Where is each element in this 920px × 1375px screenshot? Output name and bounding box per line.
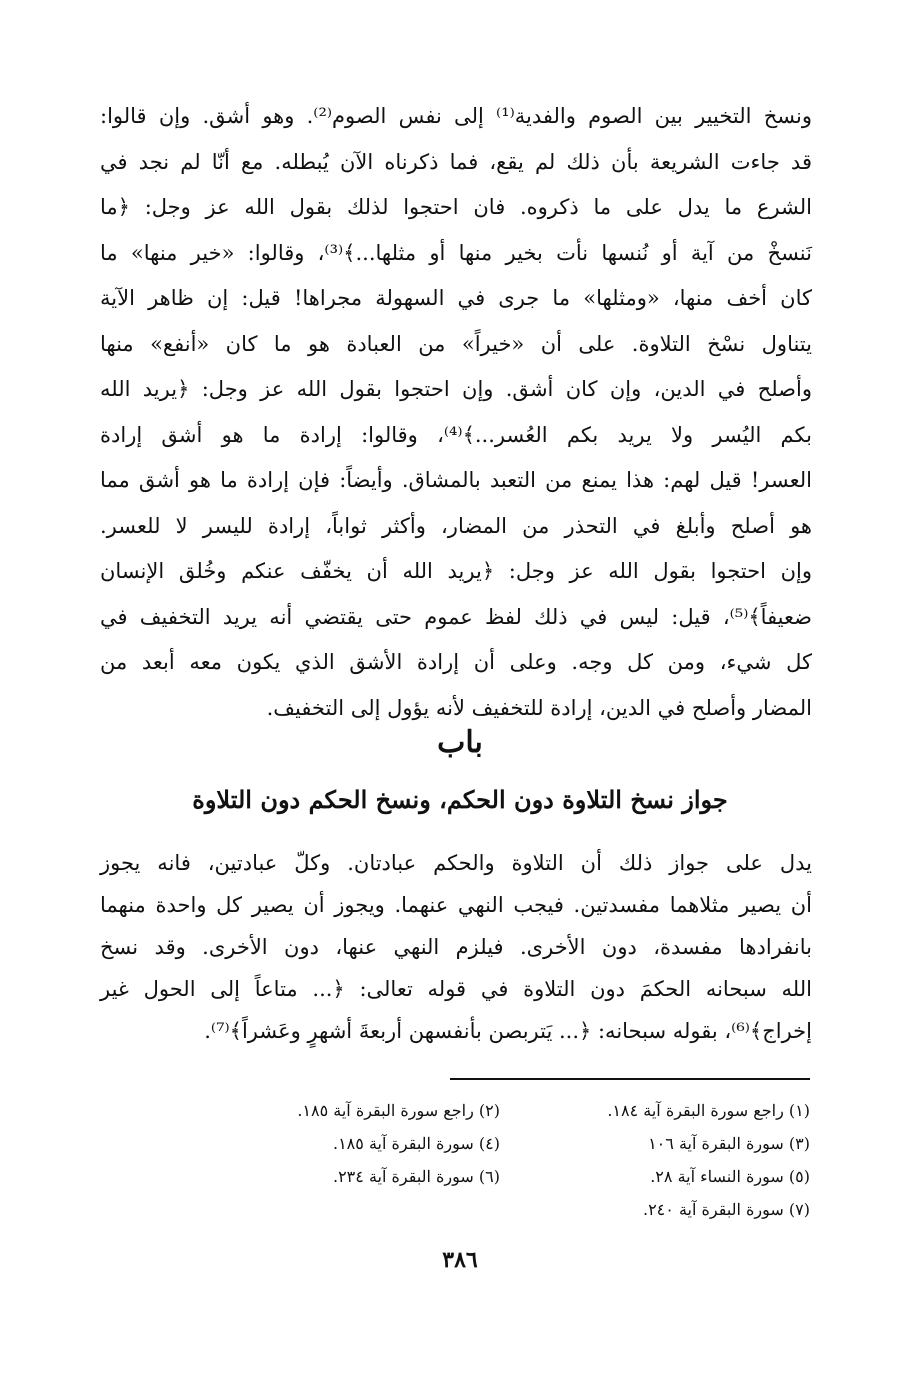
body-paragraph (100, 94, 812, 731)
text-line: ونسخ التخيير بين الصوم والفدية⁽¹⁾ إلى نفس الصوم⁽²⁾. وهو أشق. وإن قالوا: (100, 104, 812, 128)
page-number: ٣٨٦ (442, 1247, 478, 1273)
text-line: بكم اليُسر ولا يريد بكم العُسر...﴾⁽⁴⁾، وقالوا: إرادة ما هو أشق إرادة (100, 422, 812, 447)
text-line: كان أخف منها، «ومثلها» ما جرى في السهولة مجراها! قيل: إن ظاهر الآية (100, 286, 812, 310)
text-line: يتناول نسْخ التلاوة. على أن «خيراً» من العبادة هو ما كان «أنفع» منها (100, 331, 812, 356)
chapter-paragraph (100, 842, 812, 1052)
text-line: كل شيء، ومن كل وجه. وعلى أن إرادة الأشق الذي يكون معه أبعد من (100, 650, 813, 674)
footnote: (٢) راجع سورة البقرة آية ١٨٥. (297, 1101, 500, 1120)
text-line: ضعيفاً﴾⁽⁵⁾، قيل: ليس في ذلك لفظ عموم حتى يقتضي أنه يريد التخفيف في (100, 604, 812, 629)
footnote: (١) راجع سورة البقرة آية ١٨٤. (607, 1101, 810, 1120)
text-line: قد جاءت الشريعة بأن ذلك لم يقع، فما ذكرناه الآن يُبطله. مع أنّا لم نجد في (100, 149, 812, 174)
text-line: المضار وأصلح في الدين، إرادة للتخفيف لأنه يؤول إلى التخفيف. (266, 695, 812, 720)
text-line: نَنسخْ من آية أو نُنسها نأت بخير منها أو مثلها...﴾⁽³⁾، وقالوا: «خير منها» ما (100, 240, 812, 265)
footnote: (٦) سورة البقرة آية ٢٣٤. (332, 1167, 500, 1186)
footnote: (٤) سورة البقرة آية ١٨٥. (332, 1134, 500, 1153)
text-line: إخراج﴾⁽⁶⁾، بقوله سبحانه: ﴿... يَتربصن بأنفسهن أربعةَ أشهرٍ وعَشراً﴾⁽⁷⁾. (204, 1019, 812, 1043)
footnote: (٣) سورة البقرة آية ١٠٦ (648, 1134, 810, 1153)
footnote: (٥) سورة النساء آية ٢٨. (650, 1167, 810, 1186)
footnote-row (240, 1127, 810, 1160)
footnote: (٧) سورة البقرة آية ٢٤٠. (642, 1200, 810, 1219)
text-line: بانفرادها مفسدة، دون الأخرى. فيلزم النهي عنها، دون الأخرى. وقد نسخ (100, 935, 812, 959)
footnote-row (240, 1094, 810, 1127)
footnote-divider (450, 1078, 810, 1080)
text-line: وإن احتجوا بقول الله عز وجل: ﴿يريد الله أن يخفّف عنكم وخُلق الإنسان (100, 559, 812, 583)
text-line: أن يصير مثلاهما مفسدتين. فيجب النهي عنهما. ويجوز أن يصير كل واحدة منهما (100, 893, 812, 917)
chapter-title: جواز نسخ التلاوة دون الحكم، ونسخ الحكم دون التلاوة (192, 785, 728, 814)
footnote-row (240, 1193, 810, 1226)
footnotes (240, 1094, 810, 1226)
text-line: وأصلح في الدين، وإن كان أشق. وإن احتجوا بقول الله عز وجل: ﴿يريد الله (100, 377, 812, 401)
text-line: هو أصلح وأبلغ في التحذر من المضار، وأكثر ثواباً، إرادة لليسر لا للعسر. (100, 513, 812, 538)
text-line: الله سبحانه الحكمَ دون التلاوة في قوله تعالى: ﴿... متاعاً إلى الحول غير (100, 977, 812, 1001)
chapter-label: باب (437, 725, 483, 760)
footnote-row (240, 1160, 810, 1193)
text-line: الشرع ما يدل على ما ذكروه. فان احتجوا لذلك بقول الله عز وجل: ﴿ما (100, 195, 812, 219)
text-line: العسر! قيل لهم: هذا يمنع من التعبد بالمشاق. وأيضاً: فإن إرادة ما هو أشق مما (100, 468, 812, 492)
text-line: يدل على جواز ذلك أن التلاوة والحكم عبادتان. وكلّ عبادتين، فانه يجوز (100, 851, 812, 875)
